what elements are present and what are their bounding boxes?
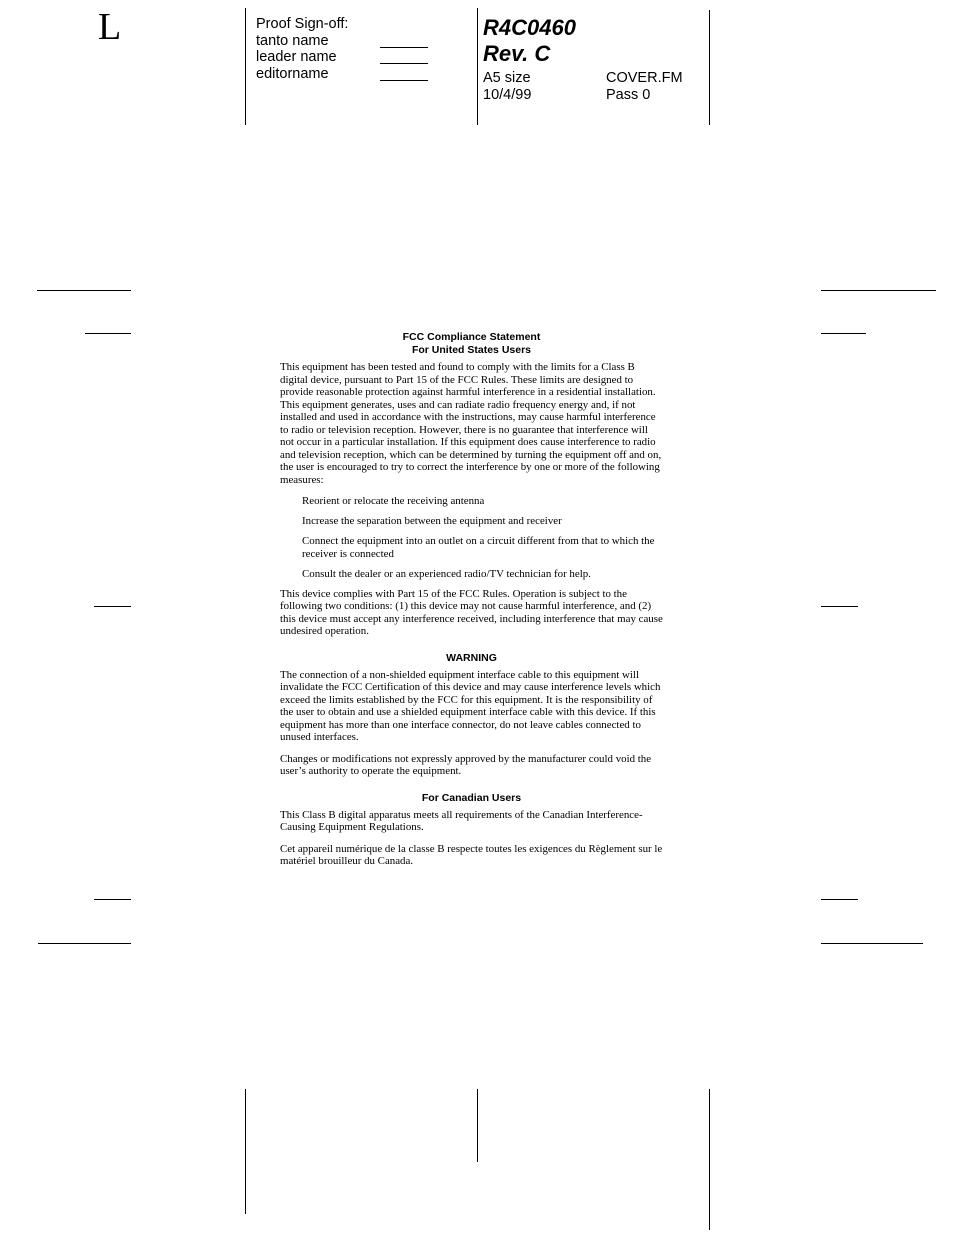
measure-item: Consult the dealer or an experienced radio/TV technician for help. — [302, 567, 591, 580]
measure-item: Reorient or relocate the receiving antenna — [302, 495, 485, 507]
crop-mark-bottom-right-vertical — [709, 1089, 710, 1230]
proof-name-editor: editorname — [256, 65, 329, 82]
crop-mark-right-4 — [821, 899, 858, 900]
crop-mark-right-1 — [821, 290, 936, 291]
warning-heading: WARNING — [446, 651, 497, 664]
crop-mark-bottom-center-vertical — [477, 1089, 478, 1162]
canadian-users-heading: For Canadian Users — [421, 791, 522, 804]
document-pass: Pass 0 — [606, 87, 651, 103]
document-date: 10/4/99 — [483, 87, 532, 103]
us-users-heading: For United States Users — [411, 344, 532, 356]
document-file: COVER.FM — [606, 70, 683, 86]
canada-french-paragraph: Cet appareil numérique de la classe B respecte toutes les exigences du Règlement sur le matériel brouilleur du Canada. — [280, 842, 663, 867]
changes-paragraph: Changes or modifications not expressly approved by the manufacturer could void the user’s authority to operate the equipment. — [280, 752, 652, 777]
crop-mark-top-right-vertical — [709, 10, 710, 125]
crop-mark-right-2 — [821, 333, 866, 334]
signature-line-tanto — [380, 47, 428, 48]
proof-signoff-block — [256, 16, 348, 82]
fcc-statement-content — [280, 331, 663, 868]
crop-mark-top-center-vertical — [477, 8, 478, 125]
fcc-heading: FCC Compliance Statement — [402, 331, 541, 343]
crop-mark-left-1 — [37, 290, 131, 291]
document-size: A5 size — [483, 70, 531, 86]
proof-signoff-title: Proof Sign-off: — [256, 16, 349, 32]
crop-mark-right-3 — [821, 606, 858, 607]
crop-mark-bottom-left-vertical — [245, 1089, 246, 1214]
document-code: R4C0460 — [483, 15, 576, 40]
crop-mark-left-4 — [94, 899, 131, 900]
crop-mark-left-2 — [85, 333, 131, 334]
signature-line-leader — [380, 63, 428, 64]
measure-item: Increase the separation between the equipment and receiver — [302, 515, 562, 527]
warning-paragraph: The connection of a non-shielded equipment interface cable to this equipment will invalidate the FCC Certification of this device and may cause interference levels which exceed the limits established by the FCC for this equipment. It is the responsibility of the user to obtain and use a shielded equipment interface cable with this device. If this equipment has more than one interface connector, do not leave cables connected to unused interfaces. — [280, 668, 661, 743]
crop-mark-right-5 — [821, 943, 923, 944]
document-id-block — [483, 15, 576, 67]
document-revision: Rev. C — [483, 41, 551, 66]
crop-mark-left-5 — [38, 943, 131, 944]
proof-name-leader: leader name — [256, 49, 337, 65]
crop-mark-left-3 — [94, 606, 131, 607]
proof-name-tanto: tanto name — [256, 32, 329, 49]
signature-line-editor — [380, 80, 428, 81]
page-corner-mark: L — [98, 6, 122, 48]
fcc-intro-paragraph: This equipment has been tested and found to comply with the limits for a Class B digital device, pursuant to Part 15 of the FCC Rules. These limits are designed to provide reasonable protection against harmful interference in a residential installation. This equipment generates, uses and can radiate radio frequency energy and, if not installed and used in accordance with the instructions, may cause harmful interference to radio or television reception. However, there is no guarantee that interference will not occur in a particular installation. If this equipment does cause interference to radio and television reception, which can be determined by turning the equipment off and on, the user is encouraged to try to correct the interference by one or more of the following measures: — [280, 361, 662, 486]
part15-paragraph: This device complies with Part 15 of the FCC Rules. Operation is subject to the following two conditions: (1) this device may not cause harmful interference, and (2) this device must accept any interference received, including interference that may cause undesired operation. — [280, 587, 663, 637]
crop-mark-top-left-vertical — [245, 8, 246, 125]
canada-english-paragraph: This Class B digital apparatus meets all requirements of the Canadian Interference- Causing Equipment Regulations. — [280, 808, 643, 833]
measure-item: Connect the equipment into an outlet on a circuit different from that to which the receiver is connected — [302, 535, 655, 560]
